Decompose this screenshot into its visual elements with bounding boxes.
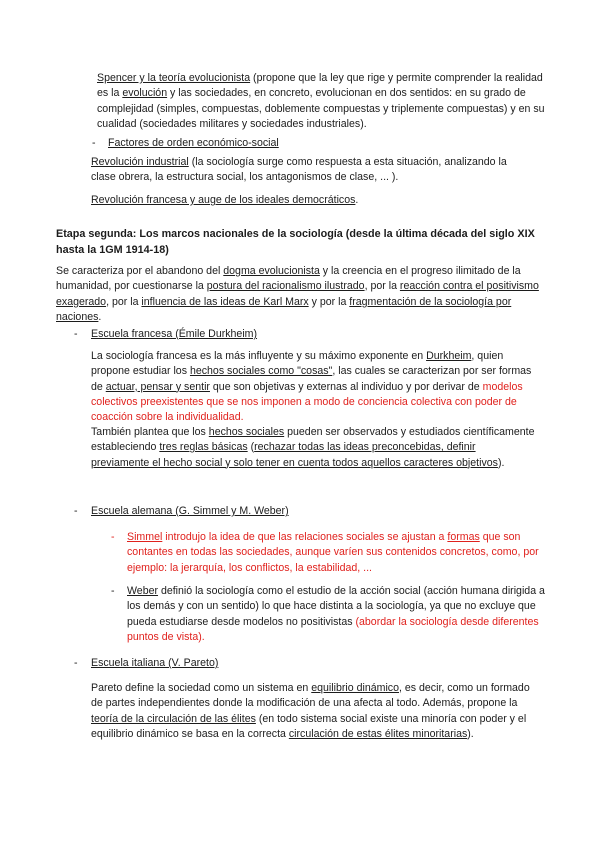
underlined-term: Simmel [127, 531, 163, 543]
text-run: , quien propone estudiar los [91, 350, 504, 378]
text-run: ( [247, 441, 255, 454]
hechos-sociales-paragraph [91, 425, 536, 471]
spencer-link: Spencer y la teoría evolucionista [97, 72, 251, 84]
underlined-term: Revolución industrial [91, 156, 189, 168]
bullet-dash: - [111, 585, 115, 597]
text-run: ). [467, 727, 474, 740]
bullet-dash: - [74, 328, 78, 340]
bullet-dash: - [74, 657, 78, 669]
text-run: introdujo la idea de que las relaciones sociales se ajustan a [162, 531, 448, 543]
escuela-francesa-heading [91, 327, 531, 342]
underlined-term: formas [447, 531, 480, 543]
underlined-term: rechazar todas las ideas preconcebidas, definir previamente el hecho social y solo tener en cuenta todos aquellos caracteres objetivos [91, 441, 498, 469]
text-run: y la creencia en el progreso ilimitado de la humanidad, por cuestionarse la [56, 265, 521, 293]
intro-paragraph [56, 264, 544, 325]
text-run: . [355, 194, 359, 206]
text-run: También plantea que los [91, 426, 209, 438]
bullet-dash: - [92, 137, 96, 149]
weber-paragraph [127, 584, 549, 645]
escuela-alemana-heading [91, 504, 531, 519]
text-run: ). [497, 456, 505, 469]
text-run: La sociología francesa es la más influyente y su máximo exponente en [91, 350, 427, 362]
text-run: . [98, 310, 102, 323]
highlighted-text: (abordar la sociología desde diferentes puntos de vista). [127, 615, 539, 643]
underlined-term: Weber [127, 585, 159, 597]
escuela-italiana-heading [91, 656, 531, 671]
text-run: (propone que la ley que rige y permite comprender la realidad es la [97, 72, 543, 100]
underlined-term: circulación de estas élites minoritarias [288, 727, 468, 740]
bullet-dash: - [74, 505, 78, 517]
text-run: Se caracteriza por el abandono del [56, 265, 224, 277]
pareto-paragraph [91, 681, 531, 742]
underlined-term: equilibrio dinámico [311, 682, 399, 694]
underlined-term: teoría de la circulación de las élites [91, 712, 256, 725]
text-run: y las sociedades, en concreto, evolucionan en dos sentidos: en su grado de complejidad (simples, compuestas, doblemente compuestas y triplemente compuestas) y en su cualidad (sociedades militares y sociedades industriales). [97, 87, 545, 130]
text-run: definió la sociología como el estudio de la acción social (acción humana dirigida a los demás y con un sentido) lo que hace distinta a la sociología, ya que no excluye que pueda estudiarse desde modelos no positivistas [127, 585, 545, 628]
text-run: , por la [364, 280, 400, 293]
underlined-term: tres reglas básicas [159, 441, 248, 454]
text-run: , las cuales se caracterizan por ser formas de [91, 365, 532, 393]
text-run: pueden ser observados y estudiados científicamente estableciendo [91, 426, 535, 454]
underlined-term: reacción contra el positivismo exagerado [56, 280, 539, 308]
simmel-paragraph [127, 530, 547, 576]
underlined-term: evolución [122, 87, 168, 100]
text-run: (en todo sistema social existe una minoría con poder y el equilibrio dinámico se basa en la correcta [91, 712, 527, 740]
text-run: , por la [106, 295, 142, 308]
underlined-term: influencia de las ideas de Karl Marx [141, 295, 309, 308]
text-run: que son objetivas y externas al individuo y por derivar de [209, 380, 483, 393]
underlined-term: fragmentación de la sociología por naciones [56, 295, 512, 323]
underlined-term: Escuela alemana (G. Simmel y M. Weber) [91, 505, 289, 517]
spencer-paragraph [97, 71, 547, 132]
bullet-dash: - [111, 531, 115, 543]
etapa-heading: Etapa segunda: Los marcos nacionales de la sociología (desde la última década del siglo XIX hasta la 1GM 1914-18) [56, 228, 535, 256]
underlined-term: actuar, pensar y sentir [105, 380, 210, 393]
underlined-term: dogma evolucionista [223, 265, 320, 277]
underlined-term: Revolución francesa y auge de los ideales democráticos [91, 194, 356, 206]
text-run: , es decir, como un formado de partes independientes donde la modificación de una afecta al todo. Además, propone la [91, 682, 530, 710]
revolucion-industrial-paragraph [91, 155, 531, 186]
text-run: que son contantes en todas las sociedades, aunque varíen sus contenidos concretos, como, por ejemplo: la jerarquía, los conflictos, la estabilidad, ... [127, 531, 539, 574]
underlined-term: hechos sociales [208, 426, 285, 438]
underlined-term: Escuela francesa (Émile Durkheim) [91, 328, 258, 340]
revolucion-francesa-paragraph [91, 193, 531, 208]
factores-heading [108, 136, 528, 151]
durkheim-paragraph [91, 349, 543, 425]
text-run: (la sociología surge como respuesta a esta situación, analizando la clase obrera, la estructura social, los antagonismos de clase, ... ). [91, 156, 507, 184]
text-run: Pareto define la sociedad como un sistema en [91, 682, 312, 694]
underlined-term: Durkheim [426, 350, 472, 362]
underlined-term: hechos sociales como "cosas" [189, 365, 333, 378]
underlined-term: Factores de orden económico-social [108, 137, 279, 149]
text-run: y por la [308, 295, 350, 308]
underlined-term: Escuela italiana (V. Pareto) [91, 657, 219, 669]
underlined-term: postura del racionalismo ilustrado [206, 280, 365, 293]
highlighted-text: modelos colectivos preexistentes que se nos imponen a modo de conciencia colectiva con poder de coacción sobre la individualidad. [91, 380, 523, 424]
